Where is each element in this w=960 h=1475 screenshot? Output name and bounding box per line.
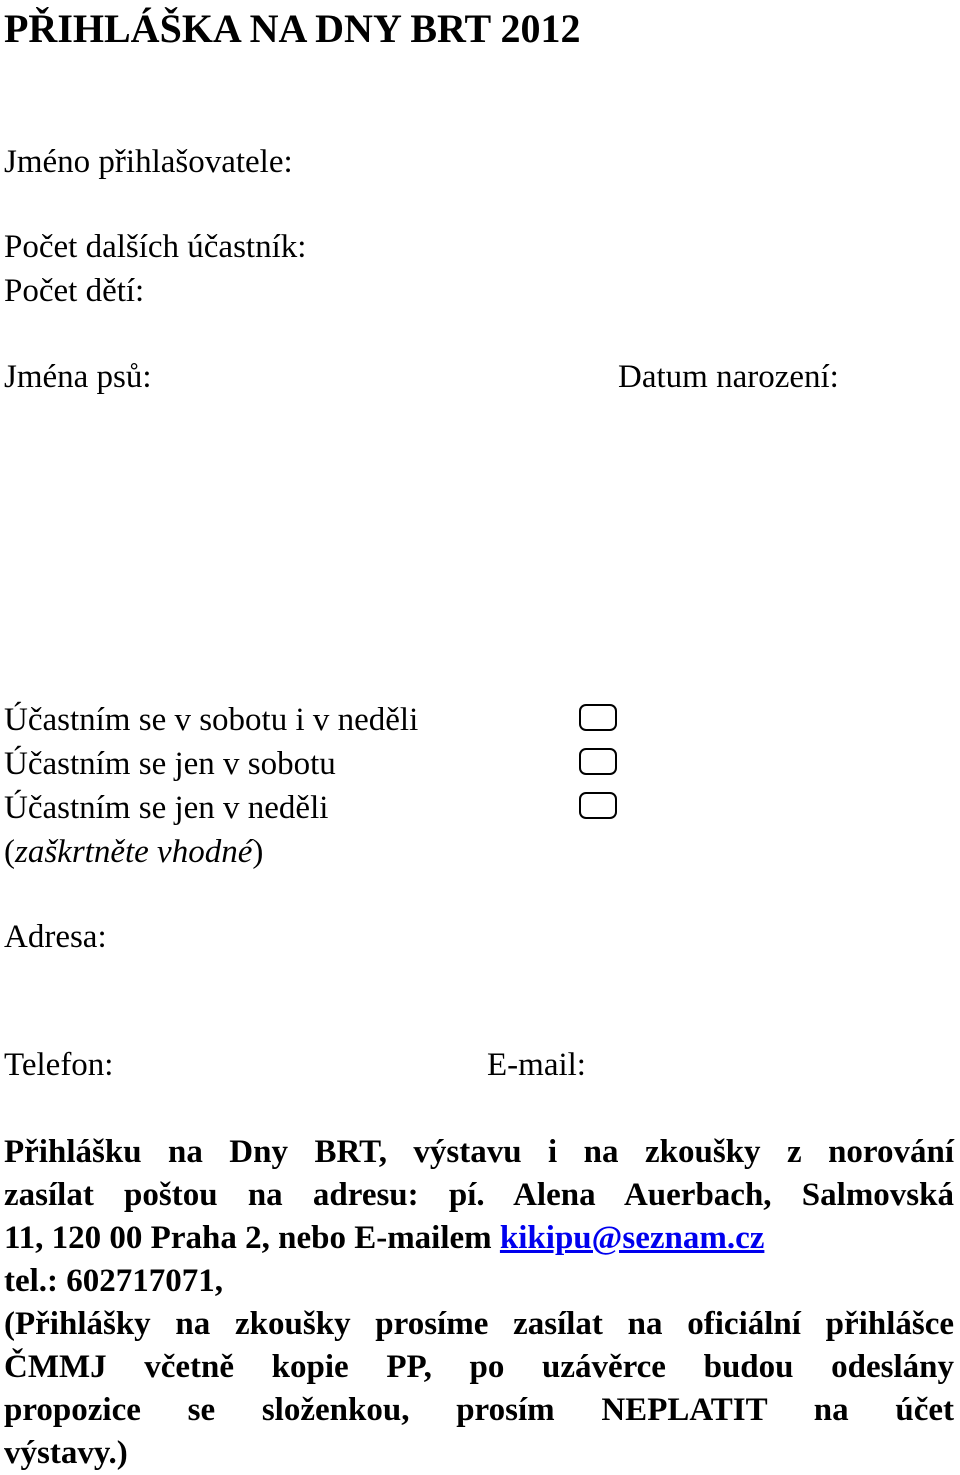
- info-line: výstavy.): [4, 1435, 128, 1471]
- attendance-hint-open: (: [4, 834, 15, 870]
- option-saturday-sunday-checkbox[interactable]: [579, 704, 617, 731]
- phone-label: Telefon:: [4, 1047, 114, 1083]
- children-count-label: Počet dětí:: [4, 273, 145, 309]
- info-line: tel.: 602717071,: [4, 1263, 224, 1299]
- info-line: propozice se složenkou, prosím NEPLATIT na účet: [4, 1392, 954, 1428]
- info-line: [4, 1217, 954, 1260]
- info-paragraph: [4, 1131, 954, 1475]
- applicant-name-label: Jméno přihlašovatele:: [4, 144, 293, 180]
- option-sunday-label: Účastním se jen v neděli: [4, 790, 329, 826]
- option-saturday-label: Účastním se jen v sobotu: [4, 746, 336, 782]
- info-line: zasílat poštou na adresu: pí. Alena Auerbach, Salmovská: [4, 1177, 954, 1213]
- email-link[interactable]: kikipu@seznam.cz: [499, 1220, 765, 1256]
- info-line: Přihlášku na Dny BRT, výstavu i na zkoušky z norování: [4, 1134, 954, 1170]
- option-saturday-checkbox[interactable]: [579, 748, 617, 775]
- option-saturday-sunday-label: Účastním se v sobotu i v neděli: [4, 702, 419, 738]
- info-line: ČMMJ včetně kopie PP, po uzávěrce budou odeslány: [4, 1349, 954, 1385]
- info-line-text: 11, 120 00 Praha 2, nebo E-mailem: [4, 1220, 500, 1256]
- attendance-hint: [4, 830, 263, 874]
- option-sunday-checkbox[interactable]: [579, 792, 617, 819]
- attendance-hint-close: ): [252, 834, 264, 870]
- page-title: PŘIHLÁŠKA NA DNY BRT 2012: [4, 6, 581, 51]
- attendance-hint-italic: zaškrtněte vhodné: [15, 834, 253, 870]
- birth-date-label: Datum narození:: [618, 359, 839, 395]
- dog-names-label: Jména psů:: [4, 359, 152, 395]
- email-label: E-mail:: [487, 1047, 586, 1083]
- info-line: (Přihlášky na zkoušky prosíme zasílat na oficiální přihlášce: [4, 1306, 954, 1342]
- address-label: Adresa:: [4, 919, 107, 955]
- other-participants-label: Počet dalších účastník:: [4, 229, 307, 265]
